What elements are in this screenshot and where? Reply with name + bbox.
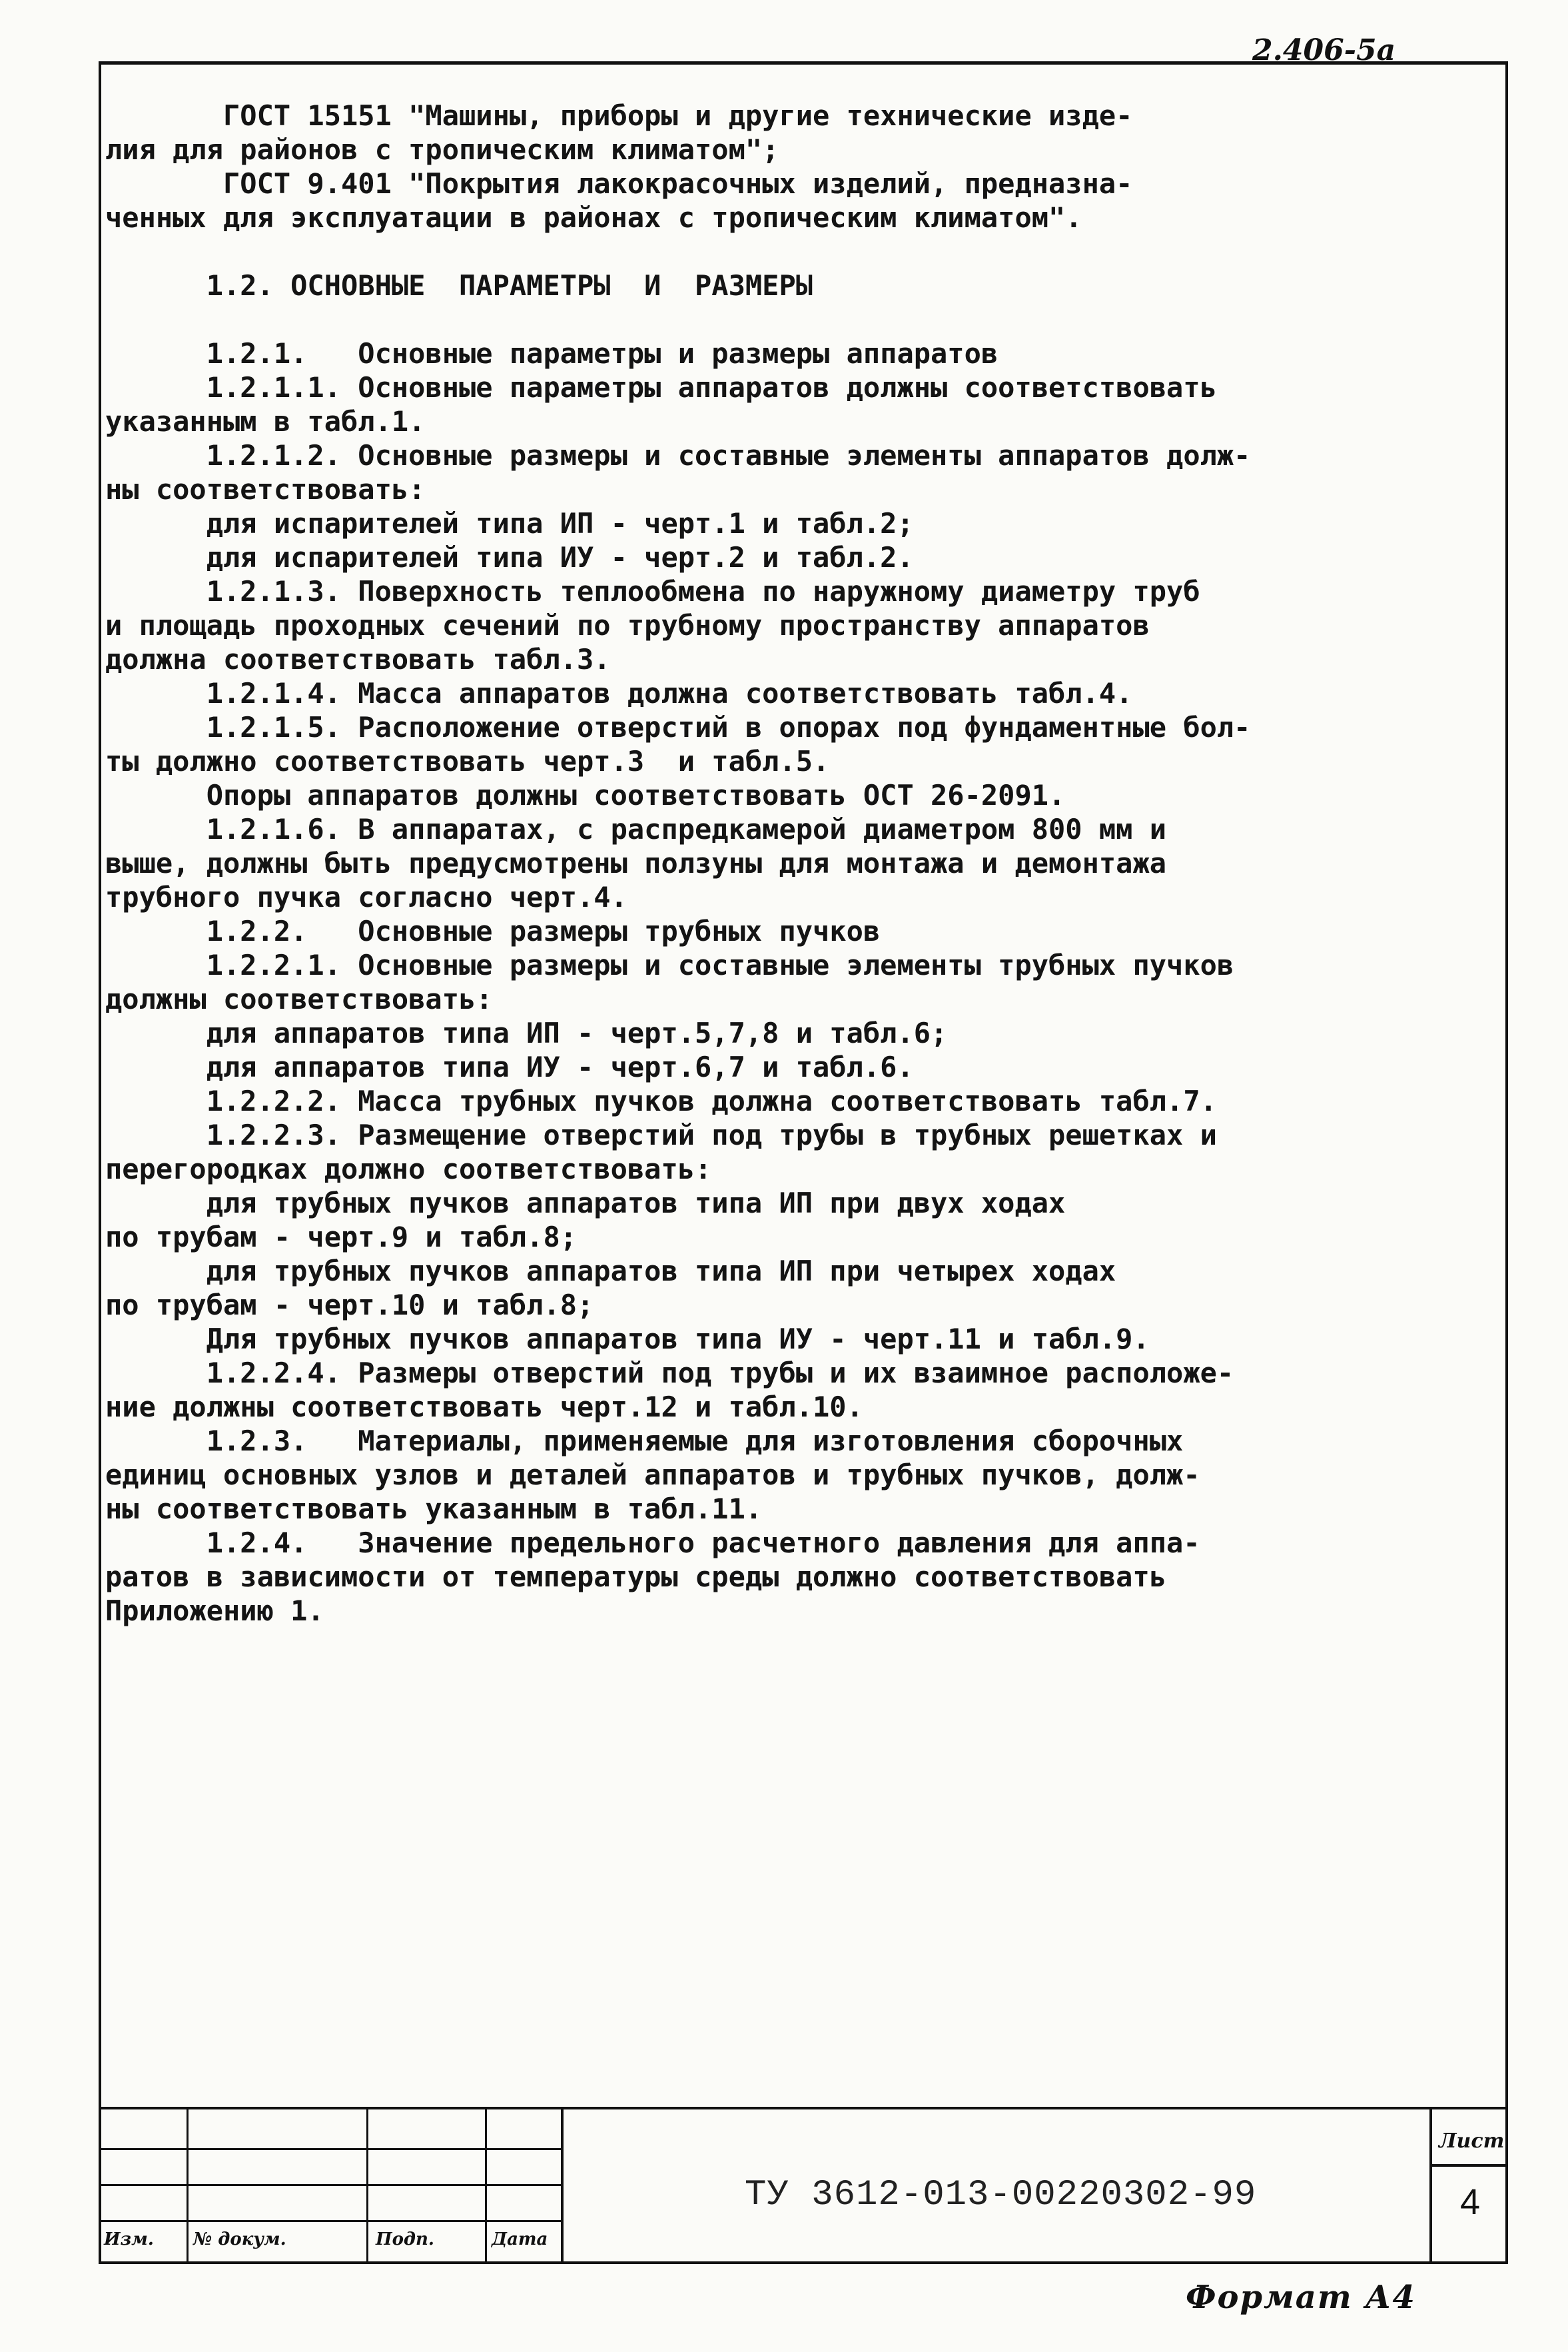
text-line: 1.2.1. Основные параметры и размеры аппаратов bbox=[105, 337, 998, 370]
text-line: ты должно соответствовать черт.3 и табл.5. bbox=[105, 745, 830, 778]
text-line: ние должны соответствовать черт.12 и табл.10. bbox=[105, 1391, 863, 1423]
text-line: для испарителей типа ИУ - черт.2 и табл.2. bbox=[105, 541, 914, 574]
text-line: 1.2.1.5. Расположение отверстий в опорах под фундаментные бол- bbox=[105, 711, 1251, 744]
grid-line bbox=[366, 2109, 368, 2264]
text-line: 1.2.1.2. Основные размеры и составные элементы аппаратов долж- bbox=[105, 439, 1251, 472]
text-line: 1.2.2.4. Размеры отверстий под трубы и их взаимное расположе- bbox=[105, 1357, 1234, 1389]
signature-grid bbox=[99, 2109, 564, 2264]
text-line: 1.2.1.6. В аппаратах, с распредкамерой диаметром 800 мм и bbox=[105, 813, 1167, 846]
text-line: Опоры аппаратов должны соответствовать ОСТ 26-2091. bbox=[105, 779, 1066, 812]
text-line: 1.2.1.1. Основные параметры аппаратов должны соответствовать bbox=[105, 371, 1217, 404]
text-line: трубного пучка согласно черт.4. bbox=[105, 881, 627, 913]
grid-line bbox=[99, 2184, 561, 2186]
text-line: лия для районов с тропическим климатом"; bbox=[105, 133, 779, 166]
text-line: ратов в зависимости от температуры среды должно соответствовать bbox=[105, 1560, 1167, 1593]
text-line: Для трубных пучков аппаратов типа ИУ - черт.11 и табл.9. bbox=[105, 1323, 1150, 1355]
text-line: 1.2.2.3. Размещение отверстий под трубы в трубных решетках и bbox=[105, 1119, 1217, 1151]
text-line: по трубам - черт.10 и табл.8; bbox=[105, 1289, 594, 1321]
text-line: 1.2. ОСНОВНЫЕ ПАРАМЕТРЫ И РАЗМЕРЫ bbox=[105, 269, 813, 302]
text-line: для трубных пучков аппаратов типа ИП при четырех ходах bbox=[105, 1255, 1116, 1287]
text-line: Приложению 1. bbox=[105, 1594, 324, 1627]
body-text bbox=[105, 99, 1491, 1628]
text-line: ны соответствовать: bbox=[105, 473, 426, 506]
label-revision: Изм. bbox=[104, 2229, 154, 2249]
text-line: ГОСТ 15151 "Машины, приборы и другие технические изде- bbox=[105, 99, 1133, 132]
grid-line bbox=[99, 2220, 561, 2222]
text-line: для испарителей типа ИП - черт.1 и табл.2; bbox=[105, 507, 914, 540]
sheet-divider bbox=[1432, 2164, 1508, 2167]
blank-line bbox=[105, 302, 1491, 336]
text-line: 1.2.2.2. Масса трубных пучков должна соответствовать табл.7. bbox=[105, 1085, 1217, 1117]
title-block bbox=[99, 2107, 1508, 2264]
format-note: Формат А4 bbox=[1186, 2279, 1416, 2316]
sheet-number: 4 bbox=[1459, 2182, 1481, 2222]
sheet-box bbox=[1429, 2109, 1508, 2264]
text-line: по трубам - черт.9 и табл.8; bbox=[105, 1221, 578, 1253]
text-line: 1.2.2. Основные размеры трубных пучков bbox=[105, 915, 881, 947]
text-line: указанным в табл.1. bbox=[105, 405, 426, 438]
text-line: перегородках должно соответствовать: bbox=[105, 1153, 712, 1185]
text-line: 1.2.1.4. Масса аппаратов должна соответствовать табл.4. bbox=[105, 677, 1133, 710]
sheet-label: Лист bbox=[1439, 2129, 1505, 2153]
text-line: для трубных пучков аппаратов типа ИП при двух ходах bbox=[105, 1187, 1066, 1219]
text-line: единиц основных узлов и деталей аппаратов и трубных пучков, долж- bbox=[105, 1459, 1200, 1491]
text-line: 1.2.3. Материалы, применяемые для изготовления сборочных bbox=[105, 1425, 1184, 1457]
text-line: 1.2.2.1. Основные размеры и составные элементы трубных пучков bbox=[105, 949, 1234, 981]
text-line: 1.2.4. Значение предельного расчетного давления для аппа- bbox=[105, 1526, 1200, 1559]
label-signature: Подп. bbox=[376, 2229, 434, 2249]
text-line: должны соответствовать: bbox=[105, 983, 493, 1015]
blank-line bbox=[105, 235, 1491, 269]
text-line: 1.2.1.3. Поверхность теплообмена по наружному диаметру труб bbox=[105, 575, 1200, 608]
handwritten-reference: 2.406-5а bbox=[1252, 33, 1396, 67]
document-code: ТУ 3612-013-00220302-99 bbox=[745, 2175, 1257, 2215]
text-line: для аппаратов типа ИП - черт.5,7,8 и табл.6; bbox=[105, 1017, 948, 1049]
text-line: ны соответствовать указанным в табл.11. bbox=[105, 1492, 763, 1525]
text-line: ГОСТ 9.401 "Покрытия лакокрасочных изделий, предназна- bbox=[105, 167, 1133, 200]
grid-line bbox=[485, 2109, 487, 2264]
text-line: и площадь проходных сечений по трубному пространству аппаратов bbox=[105, 609, 1150, 642]
text-line: ченных для эксплуатации в районах с тропическим климатом". bbox=[105, 201, 1082, 234]
label-document-number: № докум. bbox=[193, 2229, 286, 2249]
text-line: для аппаратов типа ИУ - черт.6,7 и табл.6. bbox=[105, 1051, 914, 1083]
grid-line bbox=[187, 2109, 189, 2264]
label-date: Дата bbox=[492, 2229, 548, 2249]
grid-line bbox=[99, 2148, 561, 2150]
text-line: выше, должны быть предусмотрены ползуны для монтажа и демонтажа bbox=[105, 847, 1167, 880]
text-line: должна соответствовать табл.3. bbox=[105, 643, 611, 676]
